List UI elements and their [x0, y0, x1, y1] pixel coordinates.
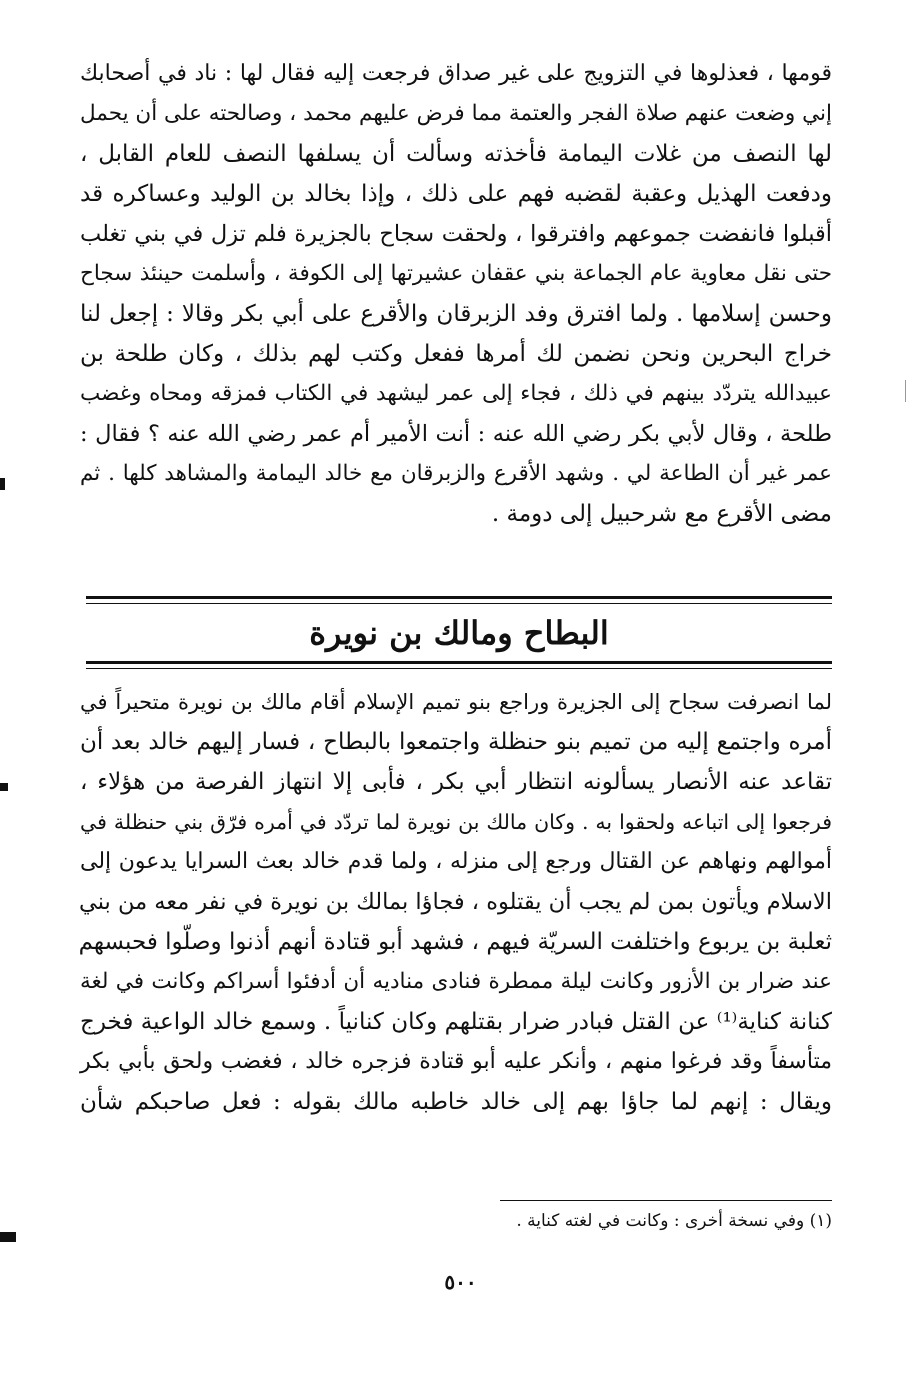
- footnote-separator: [500, 1200, 832, 1201]
- section-heading: البطاح ومالك بن نويرة: [309, 614, 609, 652]
- text-line: قومها ، فعذلوها في التزويج على غير صداق فرجعت إليه فقال لها : ناد في أصحابك: [80, 61, 832, 86]
- text-line: لها النصف من غلات اليمامة فأخذته وسألت أن يسلفها النصف للعام القابل ،: [80, 141, 832, 167]
- text-line: متأسفاً وقد فرغوا منهم ، وأنكر عليه أبو قتادة فزجره خالد ، فغضب ولحق بأبي بكر: [80, 1049, 832, 1074]
- text-line: عمر غير أن الطاعة لي . وشهد الأقرع والزبرقان مع خالد اليمامة والمشاهد كلها . ثم: [80, 461, 832, 486]
- text-line: الاسلام ويأتون بمن لم يجب أن يقتلوه ، فجاؤا بمالك بن نويرة في نفر معه من بني: [78, 889, 832, 915]
- paragraph-2: [80, 682, 832, 1122]
- heading-rule-bottom: [86, 661, 832, 664]
- footnote: (١) وفي نسخة أخرى : وكانت في لغته كناية .: [516, 1211, 832, 1231]
- text-line: عبيدالله يتردّد بينهم في ذلك ، فجاء إلى عمر ليشهد في الكتاب فمزقه ومحاه وغضب: [80, 381, 832, 406]
- text-line: كنانة كناية⁽¹⁾ عن القتل فبادر ضرار بقتلهم وكان كنانياً . وسمع خالد الواعية فخرج: [80, 1009, 832, 1035]
- heading-rule-bottom-thin: [86, 668, 832, 669]
- scan-mark: [0, 1232, 16, 1242]
- heading-rule-top: [86, 596, 832, 599]
- scan-mark: [0, 783, 8, 791]
- text-line: خراج البحرين ونحن نضمن لك أمرها ففعل وكتب لهم بذلك ، وكان طلحة بن: [80, 341, 832, 367]
- text-line: مضى الأقرع مع شرحبيل إلى دومة .: [491, 501, 832, 527]
- text-line: أمره واجتمع إليه من تميم بنو حنظلة واجتمعوا بالبطاح ، فسار إليهم خالد بعد أن: [80, 729, 832, 755]
- text-line: ثعلبة بن يربوع واختلفت السريّة فيهم ، فشهد أبو قتادة أنهم أذنوا وصلّوا فحبسهم: [78, 929, 832, 955]
- scan-scratch: [905, 380, 906, 402]
- scan-mark: [0, 478, 5, 490]
- text-line: طلحة ، وقال لأبي بكر رضي الله عنه : أنت الأمير أم عمر رضي الله عنه ؟ فقال :: [80, 421, 832, 447]
- text-line: تقاعد عنه الأنصار يسألونه انتظار أبي بكر ، فأبى إلا انتهاز الفرصة من هؤلاء ،: [80, 769, 832, 795]
- paragraph-1: [80, 54, 832, 534]
- text-line: لما انصرفت سجاح إلى الجزيرة وراجع بنو تميم الإسلام أقام مالك بن نويرة متحيراً في: [80, 690, 832, 714]
- text-line: حتى نقل معاوية عام الجماعة بني عقفان عشيرتها إلى الكوفة ، وأسلمت حينئذ سجاح: [80, 261, 832, 286]
- text-line: أقبلوا فانفضت جموعهم وافترقوا ، ولحقت سجاح بالجزيرة فلم تزل في بني تغلب: [80, 221, 832, 247]
- text-line: فرجعوا إلى اتباعه ولحقوا به . وكان مالك بن نويرة لما تردّد في أمره فرّق بني حنظلة في: [80, 810, 832, 834]
- text-line: ودفعت الهذيل وعقبة لقضبه فهم على ذلك ، وإذا بخالد بن الوليد وعساكره قد: [80, 181, 832, 207]
- text-line: عند ضرار بن الأزور وكانت ليلة ممطرة فنادى مناديه أن أدفئوا أسراكم وكانت في لغة: [80, 969, 832, 994]
- page-number: ٥٠٠: [444, 1270, 477, 1294]
- heading-rule-top-thin: [86, 603, 832, 604]
- text-line: أموالهم ونهاهم عن القتال ورجع إلى منزله ، ولما قدم خالد بعث السرايا يدعون إلى: [80, 849, 832, 874]
- text-line: وحسن إسلامها . ولما افترق وفد الزبرقان والأقرع على أبي بكر وقالا : إجعل لنا: [80, 301, 832, 327]
- text-line: إني وضعت عنهم صلاة الفجر والعتمة مما فرض عليهم محمد ، وصالحته على أن يحمل: [80, 101, 832, 126]
- text-line: ويقال : إنهم لما جاؤا بهم إلى خالد خاطبه مالك بقوله : فعل صاحبكم شأن: [80, 1089, 832, 1115]
